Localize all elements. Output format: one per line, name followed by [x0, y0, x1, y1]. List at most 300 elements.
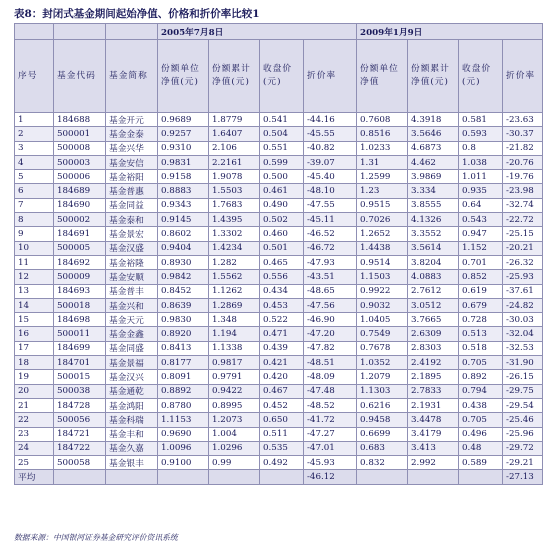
table-cell: 184728 — [54, 398, 106, 412]
table-cell: -25.15 — [503, 227, 543, 241]
table-cell: 基金汉兴 — [106, 370, 158, 384]
table-cell: 0.8452 — [158, 284, 209, 298]
table-cell: -48.65 — [304, 284, 357, 298]
table-cell: 0.556 — [260, 270, 304, 284]
table-cell: 0.832 — [357, 456, 408, 470]
table-cell: 184689 — [54, 184, 106, 198]
column-header-fund-code: 基金代码 — [54, 40, 106, 113]
table-cell: -26.15 — [503, 370, 543, 384]
table-cell — [408, 470, 459, 485]
table-cell: 0.8091 — [158, 370, 209, 384]
table-cell: 1.8779 — [209, 113, 260, 127]
table-cell: 3.3552 — [408, 227, 459, 241]
table-cell: 3.5614 — [408, 241, 459, 255]
table-cell: 0.794 — [459, 384, 503, 398]
table-cell: 0.9404 — [158, 241, 209, 255]
table-cell: 14 — [15, 298, 54, 312]
blank-header-cell — [106, 24, 158, 40]
table-cell: 4.3918 — [408, 113, 459, 127]
table-cell: 500015 — [54, 370, 106, 384]
table-cell: 1.0233 — [357, 141, 408, 155]
table-cell: 184690 — [54, 198, 106, 212]
table-cell: 0.8602 — [158, 227, 209, 241]
table-cell: 0.8780 — [158, 398, 209, 412]
column-header-index: 序号 — [15, 40, 54, 113]
table-cell: 4.0883 — [408, 270, 459, 284]
table-cell: 1.4438 — [357, 241, 408, 255]
period-header-2009: 2009年1月9日 — [357, 24, 543, 40]
table-cell: 0.8995 — [209, 398, 260, 412]
table-cell: 0.467 — [260, 384, 304, 398]
table-cell: 0.6216 — [357, 398, 408, 412]
table-cell: -47.82 — [304, 341, 357, 355]
table-cell: -37.61 — [503, 284, 543, 298]
blank-header-cell — [15, 24, 54, 40]
table-cell: -20.21 — [503, 241, 543, 255]
table-cell: -25.93 — [503, 270, 543, 284]
table-cell: 2.8303 — [408, 341, 459, 355]
table-cell: 基金金泰 — [106, 127, 158, 141]
table-row — [15, 298, 543, 312]
table-cell: 3.0512 — [408, 298, 459, 312]
table-cell: 0.7608 — [357, 113, 408, 127]
table-cell: 0.9842 — [158, 270, 209, 284]
table-cell: 0.9310 — [158, 141, 209, 155]
table-cell: 24 — [15, 441, 54, 455]
table-cell: 1.7683 — [209, 198, 260, 212]
table-cell: 基金同盛 — [106, 341, 158, 355]
table-cell: 500003 — [54, 155, 106, 169]
table-cell: 500005 — [54, 241, 106, 255]
table-cell: -48.51 — [304, 356, 357, 370]
table-cell: -21.82 — [503, 141, 543, 155]
table-cell: 2 — [15, 127, 54, 141]
table-cell: 1.2652 — [357, 227, 408, 241]
table-cell: 0.9032 — [357, 298, 408, 312]
table-cell: 500002 — [54, 213, 106, 227]
table-row — [15, 313, 543, 327]
table-row — [15, 198, 543, 212]
table-cell: 1.011 — [459, 170, 503, 184]
table-cell: -25.46 — [503, 413, 543, 427]
table-cell: -47.20 — [304, 327, 357, 341]
table-cell: 0.504 — [260, 127, 304, 141]
table-cell: 0.500 — [260, 170, 304, 184]
table-row — [15, 413, 543, 427]
table-cell: 0.9831 — [158, 155, 209, 169]
table-cell: 500008 — [54, 141, 106, 155]
table-cell: -25.96 — [503, 427, 543, 441]
table-row — [15, 113, 543, 127]
table-cell: 0.48 — [459, 441, 503, 455]
table-row — [15, 241, 543, 255]
table-cell: -47.27 — [304, 427, 357, 441]
column-header-close-price-2005: 收盘价(元) — [260, 40, 304, 113]
table-cell: 0.9257 — [158, 127, 209, 141]
source-note: 数据来源：中国银河证券基金研究评价资讯系统 — [14, 533, 178, 542]
table-cell: 0.9515 — [357, 198, 408, 212]
table-cell: 1.4234 — [209, 241, 260, 255]
table-cell: 0.522 — [260, 313, 304, 327]
table-cell: 0.7549 — [357, 327, 408, 341]
table-cell: 23 — [15, 427, 54, 441]
table-row — [15, 327, 543, 341]
average-discount-2009: -27.13 — [503, 470, 543, 485]
table-cell: 1.0296 — [209, 441, 260, 455]
table-body — [15, 113, 543, 470]
table-row — [15, 227, 543, 241]
table-cell — [158, 470, 209, 485]
table-cell: -46.72 — [304, 241, 357, 255]
table-cell: 基金普惠 — [106, 184, 158, 198]
table-cell: 0.7026 — [357, 213, 408, 227]
table-cell: 2.1931 — [408, 398, 459, 412]
table-cell: 184698 — [54, 313, 106, 327]
table-cell: 16 — [15, 327, 54, 341]
table-cell: -46.90 — [304, 313, 357, 327]
table-cell: -23.63 — [503, 113, 543, 127]
table-cell: 0.460 — [260, 227, 304, 241]
table-cell: 0.492 — [260, 456, 304, 470]
table-cell: 基金景宏 — [106, 227, 158, 241]
table-cell: 1.0352 — [357, 356, 408, 370]
table-cell: 基金科瑞 — [106, 413, 158, 427]
table-cell: 0.434 — [260, 284, 304, 298]
table-cell: 11 — [15, 255, 54, 269]
table-cell: -26.32 — [503, 255, 543, 269]
table-cell: 0.581 — [459, 113, 503, 127]
table-cell: 0.496 — [459, 427, 503, 441]
table-cell: 1.5562 — [209, 270, 260, 284]
table-cell: -29.72 — [503, 441, 543, 455]
table-cell: 0.518 — [459, 341, 503, 355]
table-cell: 2.992 — [408, 456, 459, 470]
table-cell: 1.6407 — [209, 127, 260, 141]
table-cell: 5 — [15, 170, 54, 184]
table-row — [15, 441, 543, 455]
table-cell: 0.9817 — [209, 356, 260, 370]
table-cell: 3.413 — [408, 441, 459, 455]
table-cell: -23.98 — [503, 184, 543, 198]
table-cell: 25 — [15, 456, 54, 470]
table-cell: 0.461 — [260, 184, 304, 198]
table-cell: 0.9690 — [158, 427, 209, 441]
column-header-unit-nav-2009: 份额单位净值 — [357, 40, 408, 113]
table-cell: 4.6873 — [408, 141, 459, 155]
table-cell — [54, 470, 106, 485]
table-cell: 0.852 — [459, 270, 503, 284]
table-row — [15, 456, 543, 470]
table-cell: 0.452 — [260, 398, 304, 412]
table-cell: -48.10 — [304, 184, 357, 198]
table-cell: 8 — [15, 213, 54, 227]
table-cell: 1.038 — [459, 155, 503, 169]
table-cell: 0.701 — [459, 255, 503, 269]
table-cell: 1.004 — [209, 427, 260, 441]
table-cell: 0.650 — [260, 413, 304, 427]
column-header-cumulative-nav-2005: 份额累计净值(元) — [209, 40, 260, 113]
table-cell: 1.282 — [209, 255, 260, 269]
table-cell: 0.502 — [260, 213, 304, 227]
table-cell — [357, 470, 408, 485]
table-cell: 0.593 — [459, 127, 503, 141]
table-cell: 0.8892 — [158, 384, 209, 398]
table-cell: 1.1338 — [209, 341, 260, 355]
average-discount-2005: -46.12 — [304, 470, 357, 485]
table-cell: 0.8 — [459, 141, 503, 155]
table-cell: 0.490 — [260, 198, 304, 212]
table-cell: 3.9869 — [408, 170, 459, 184]
table-cell: -45.11 — [304, 213, 357, 227]
table-cell: 500056 — [54, 413, 106, 427]
table-cell: 0.64 — [459, 198, 503, 212]
table-cell: 基金通乾 — [106, 384, 158, 398]
table-cell: 0.501 — [260, 241, 304, 255]
table-cell: -40.82 — [304, 141, 357, 155]
table-cell: 13 — [15, 284, 54, 298]
table-row — [15, 270, 543, 284]
table-row — [15, 341, 543, 355]
table-cell: 基金金鑫 — [106, 327, 158, 341]
table-cell: -32.74 — [503, 198, 543, 212]
table-cell: 3.8204 — [408, 255, 459, 269]
table-cell: -32.53 — [503, 341, 543, 355]
table-cell: -39.07 — [304, 155, 357, 169]
table-row — [15, 155, 543, 169]
table-cell: 基金兴和 — [106, 298, 158, 312]
table-cell — [260, 470, 304, 485]
table-cell: 0.99 — [209, 456, 260, 470]
table-cell: 0.8883 — [158, 184, 209, 198]
column-header-close-price-2009: 收盘价(元) — [459, 40, 503, 113]
table-row — [15, 255, 543, 269]
table-cell: 184693 — [54, 284, 106, 298]
table-cell: 0.8920 — [158, 327, 209, 341]
table-cell: -30.03 — [503, 313, 543, 327]
period-header-2005: 2005年7月8日 — [158, 24, 357, 40]
table-cell: 0.9458 — [357, 413, 408, 427]
blank-header-cell — [54, 24, 106, 40]
table-cell: 0.9422 — [209, 384, 260, 398]
table-cell: 0.892 — [459, 370, 503, 384]
table-cell: 20 — [15, 384, 54, 398]
table-cell: -19.76 — [503, 170, 543, 184]
table-cell: 基金银丰 — [106, 456, 158, 470]
table-cell: 基金开元 — [106, 113, 158, 127]
table-cell: 500018 — [54, 298, 106, 312]
table-cell: 0.551 — [260, 141, 304, 155]
table-cell: -47.93 — [304, 255, 357, 269]
table-cell: 0.9100 — [158, 456, 209, 470]
table-cell: 184721 — [54, 427, 106, 441]
table-cell — [209, 470, 260, 485]
table-cell: 1.1303 — [357, 384, 408, 398]
table-cell: 0.8177 — [158, 356, 209, 370]
table-cell: 2.7833 — [408, 384, 459, 398]
table-cell: -20.76 — [503, 155, 543, 169]
fund-comparison-table — [14, 23, 542, 485]
table-cell: 184699 — [54, 341, 106, 355]
table-cell: 4 — [15, 155, 54, 169]
table-cell: 21 — [15, 398, 54, 412]
table-cell: 2.7612 — [408, 284, 459, 298]
table-row — [15, 184, 543, 198]
table-row — [15, 398, 543, 412]
table-cell: 1.1153 — [158, 413, 209, 427]
table-cell: 2.6309 — [408, 327, 459, 341]
table-cell: 基金汉盛 — [106, 241, 158, 255]
table-cell: 0.619 — [459, 284, 503, 298]
table-row — [15, 427, 543, 441]
table-cell: 2.1895 — [408, 370, 459, 384]
table-cell: 1.2073 — [209, 413, 260, 427]
table-cell: 3.5646 — [408, 127, 459, 141]
table-cell: 4.1326 — [408, 213, 459, 227]
table-cell: 1.31 — [357, 155, 408, 169]
table-cell: 19 — [15, 370, 54, 384]
table-cell: 1.194 — [209, 327, 260, 341]
table-cell: -29.75 — [503, 384, 543, 398]
table-cell: -47.55 — [304, 198, 357, 212]
table-cell: 1.2869 — [209, 298, 260, 312]
table-row — [15, 170, 543, 184]
table-cell: 0.453 — [260, 298, 304, 312]
table-cell: 0.8639 — [158, 298, 209, 312]
table-cell: -22.72 — [503, 213, 543, 227]
table-row — [15, 356, 543, 370]
table-cell: 0.465 — [260, 255, 304, 269]
table-cell: 0.9791 — [209, 370, 260, 384]
table-cell: -45.55 — [304, 127, 357, 141]
table-cell: -30.37 — [503, 127, 543, 141]
table-cell: -45.93 — [304, 456, 357, 470]
table-cell: -48.52 — [304, 398, 357, 412]
table-cell: 3.8555 — [408, 198, 459, 212]
table-cell: 1.1503 — [357, 270, 408, 284]
table-cell: -31.90 — [503, 356, 543, 370]
average-row — [15, 470, 543, 485]
table-cell: -47.01 — [304, 441, 357, 455]
table-cell: 1 — [15, 113, 54, 127]
table-cell: 4.462 — [408, 155, 459, 169]
table-cell: 0.8516 — [357, 127, 408, 141]
table-cell: 0.543 — [459, 213, 503, 227]
table-cell: 0.728 — [459, 313, 503, 327]
table-cell — [106, 470, 158, 485]
table-cell: 0.9689 — [158, 113, 209, 127]
table-cell: 0.599 — [260, 155, 304, 169]
table-cell: -41.72 — [304, 413, 357, 427]
table-cell: 基金裕阳 — [106, 170, 158, 184]
table-row — [15, 384, 543, 398]
table-cell: 1.152 — [459, 241, 503, 255]
table-cell: 0.535 — [260, 441, 304, 455]
table-cell: 15 — [15, 313, 54, 327]
column-header-discount-2009: 折价率 — [503, 40, 543, 113]
table-cell: 0.947 — [459, 227, 503, 241]
table-cell: 基金久嘉 — [106, 441, 158, 455]
table-cell: 1.0096 — [158, 441, 209, 455]
table-cell: 22 — [15, 413, 54, 427]
table-cell: -24.82 — [503, 298, 543, 312]
column-header-unit-nav-2005: 份额单位净值(元) — [158, 40, 209, 113]
table-cell: 1.4395 — [209, 213, 260, 227]
table-cell: 基金丰和 — [106, 427, 158, 441]
table-cell: 基金泰和 — [106, 213, 158, 227]
table-cell: 0.705 — [459, 413, 503, 427]
table-cell: 9 — [15, 227, 54, 241]
table-cell: 0.9343 — [158, 198, 209, 212]
table-cell: 184688 — [54, 113, 106, 127]
table-cell: 0.705 — [459, 356, 503, 370]
table-cell: 2.2161 — [209, 155, 260, 169]
table-cell: 0.9158 — [158, 170, 209, 184]
table-cell: 184692 — [54, 255, 106, 269]
table-title: 表8：封闭式基金期间起始净值、价格和折价率比较1 — [14, 8, 260, 20]
table-cell: 0.9145 — [158, 213, 209, 227]
table-cell: 基金安顺 — [106, 270, 158, 284]
table-cell: 0.679 — [459, 298, 503, 312]
table-cell: 500058 — [54, 456, 106, 470]
table-cell: 184691 — [54, 227, 106, 241]
table-cell: 0.420 — [260, 370, 304, 384]
table-row — [15, 141, 543, 155]
average-label: 平均 — [15, 470, 54, 485]
table-cell: 基金兴华 — [106, 141, 158, 155]
table-cell: 基金同益 — [106, 198, 158, 212]
table-row — [15, 370, 543, 384]
table-cell: -43.51 — [304, 270, 357, 284]
table-cell: -47.56 — [304, 298, 357, 312]
table-cell: 0.9830 — [158, 313, 209, 327]
table-cell: -44.16 — [304, 113, 357, 127]
table-cell: 0.935 — [459, 184, 503, 198]
table-cell: 0.541 — [260, 113, 304, 127]
table-cell: 500001 — [54, 127, 106, 141]
table-cell: 1.9078 — [209, 170, 260, 184]
table-cell: 18 — [15, 356, 54, 370]
table-cell: 基金裕隆 — [106, 255, 158, 269]
table-cell: 1.2079 — [357, 370, 408, 384]
table-cell: 0.439 — [260, 341, 304, 355]
table-cell: 0.9514 — [357, 255, 408, 269]
table-cell: 7 — [15, 198, 54, 212]
period-header-row — [15, 24, 543, 40]
table-cell: 3 — [15, 141, 54, 155]
column-header-cumulative-nav-2009: 份额累计净值(元) — [408, 40, 459, 113]
table-cell: 1.23 — [357, 184, 408, 198]
table-cell: -45.40 — [304, 170, 357, 184]
table-row — [15, 127, 543, 141]
table-cell: 2.106 — [209, 141, 260, 155]
table-cell: 0.7678 — [357, 341, 408, 355]
table-cell: 0.8930 — [158, 255, 209, 269]
table-cell: 1.3302 — [209, 227, 260, 241]
table-cell: 1.1262 — [209, 284, 260, 298]
table-cell: 0.421 — [260, 356, 304, 370]
table-row — [15, 213, 543, 227]
table-cell: 10 — [15, 241, 54, 255]
table-cell: -48.09 — [304, 370, 357, 384]
table-cell: 6 — [15, 184, 54, 198]
table-cell: 12 — [15, 270, 54, 284]
table-cell: 0.8413 — [158, 341, 209, 355]
table-cell: -47.48 — [304, 384, 357, 398]
table-cell: 500006 — [54, 170, 106, 184]
table-cell: 3.7665 — [408, 313, 459, 327]
table-cell: 2.4192 — [408, 356, 459, 370]
table-cell: 1.2599 — [357, 170, 408, 184]
